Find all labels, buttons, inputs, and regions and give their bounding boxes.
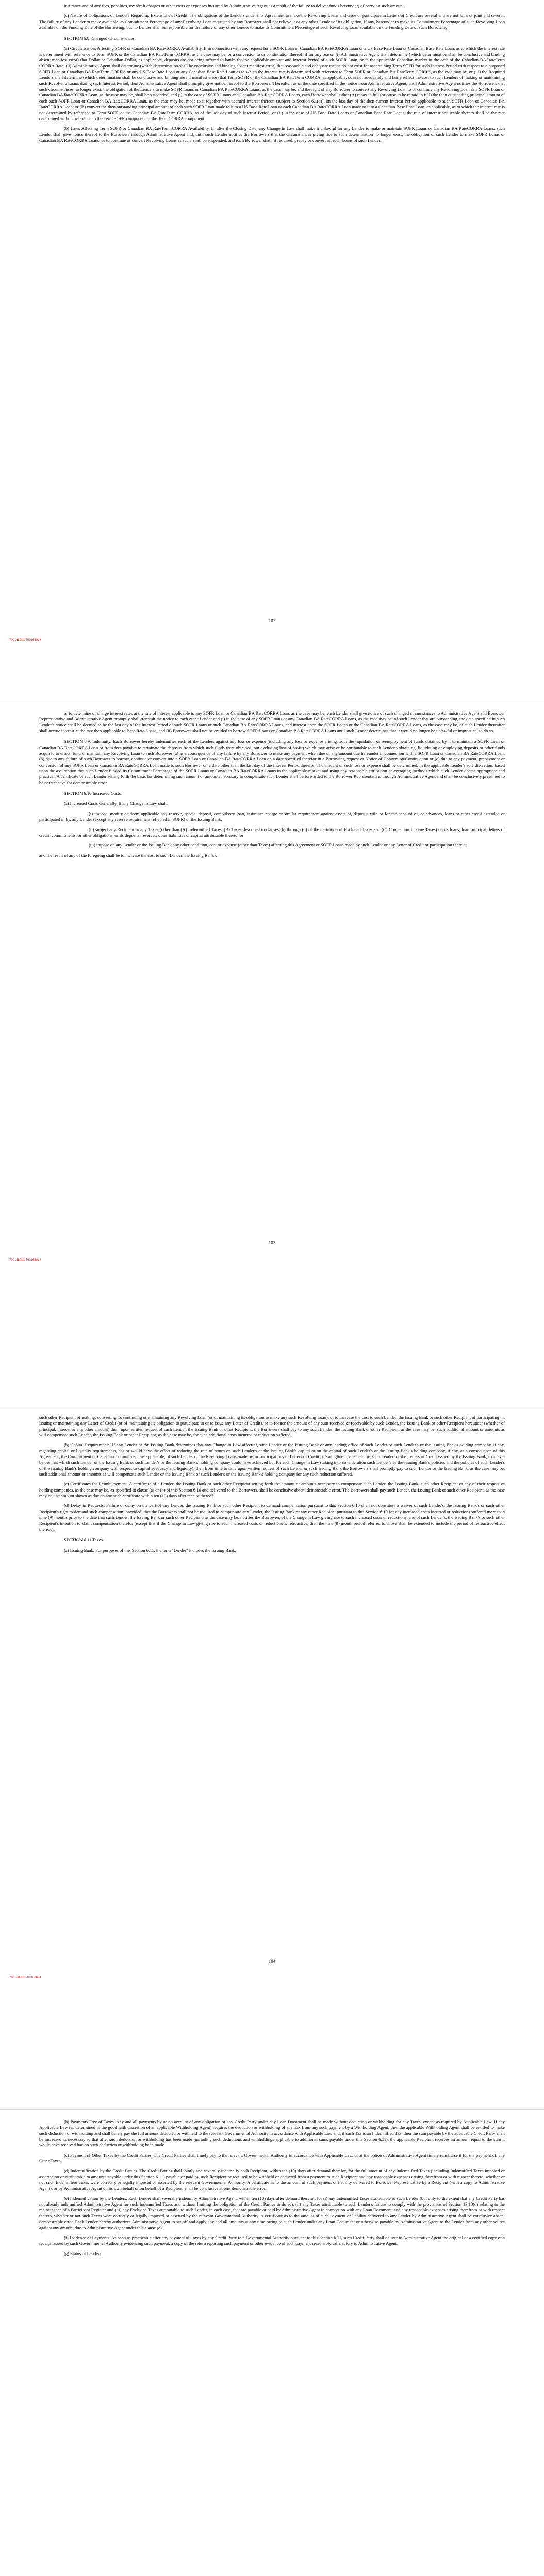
paragraph: (b) Capital Requirements. If any Lender or the Issuing Bank determines that any Change in Law affecting such Lender or the Issuing Bank or any lending office of such Lender or such Lender's or the Issuing Bank's holding company, if any, regarding capital or liquidity requirements, has or would have the effect of reducing the rate of return on such Lender's or the Issuing Bank's capital or on the capital of such Lender's or the Issuing Bank's holding company, if any, as a consequence of this Agreement, the Commitment or Canadian Commitment, as applicable, of such Lender or the Revolving Loans made by, or participations in Letters of Credit or Swingline Loans held by, such Lender, or the Letters of Credit issued by the Issuing Bank, to a level below that which such Lender or the Issuing Bank or such Lender's or the Issuing Bank's holding company could have achieved but for such Change in Law (taking into consideration such Lender's or the Issuing Bank's policies and the policies of such Lender's or the Issuing Bank's holding company with respect to capital adequacy and liquidity), then from time to time upon written request of such Lender or such Issuing Bank the Borrowers shall promptly pay to such Lender or the Issuing Bank, as the case may be, such additional amount or amounts as will compensate such Lender or the Issuing Bank or such Lender's or the Issuing Bank's holding company for any such reduction suffered.	[39, 1442, 505, 1477]
paragraph: (c) Payment of Other Taxes by the Credit Parties. The Credit Parties shall timely pay to the relevant Governmental Authority in accordance with Applicable Law, or at the option of Administrative Agent timely reimburse it for the payment of, any Other Taxes.	[39, 2152, 505, 2164]
section-heading: SECTION 6.8. Changed Circumstances.	[64, 36, 136, 41]
section-heading: SECTION 6.10 Increased Costs.	[64, 791, 122, 796]
paragraph: (iii) impose on any Lender or the Issuing Bank any other condition, cost or expense (other than Taxes) affecting this Agreement or SOFR Loans made by such Lender or any Letter of Credit or participation therein;	[89, 842, 467, 848]
paragraph: insurance and of any fees, penalties, overdraft charges or other costs or expenses incurred by Administrative Agent as a result of the failure to deliver funds hereunder) of carrying such amount.	[64, 3, 405, 8]
page-103	[0, 703, 544, 1406]
paragraph: (ii) subject any Recipient to any Taxes (other than (A) Indemnified Taxes, (B) Taxes described in clauses (b) through (d) of the definition of Excluded Taxes and (C) Connection Income Taxes) on its loans, loan principal, letters of credit, commitments, or other obligations, or its deposits, reserves, other liabilities or capital attributable thereto; or	[39, 826, 505, 838]
paragraph: (a) Increased Costs Generally. If any Change in Law shall:	[64, 801, 168, 806]
paragraph: (c) Certificates for Reimbursement. A certificate of a Lender, the Issuing Bank or such other Recipient setting forth the amount or amounts necessary to compensate such Lender, the Issuing Bank, such other Recipient or any of their respective holding companies, as the case may be, as specified in clause (a) or (b) of this Section 6.10 and delivered to the Borrowers, shall be conclusive absent demonstrable error. The Borrowers shall pay such Lender, the Issuing Bank or such other Recipient, as the case may be, the amount shown as due on any such certificate within ten (10) days after receipt thereof.	[39, 1481, 505, 1499]
paragraph: (c) Nature of Obligations of Lenders Regarding Extensions of Credit. The obligations of the Lenders under this Agreement to make the Revolving Loans and issue or participate in Letters of Credit are several and are not joint or joint and several. The failure of any Lender to make available its Commitment Percentage of any Revolving Loan requested by any Borrower shall not relieve it or any other Lender of its obligation, if any, hereunder to make its Commitment Percentage of such Revolving Loan available on the Funding Date of the Borrowing, but no Lender shall be responsible for the failure of any other Lender to make its Commitment Percentage of such Revolving Loan available on the Funding Date of such Borrowing.	[39, 13, 505, 30]
paragraph: (d) Indemnification by the Credit Parties. The Credit Parties shall jointly and severally indemnify each Recipient, within ten (10) days after demand therefor, for the full amount of any Indemnified Taxes (including Indemnified Taxes imposed or asserted on or attributable to amounts payable under this Section 6.11) payable or paid by such Recipient or required to be withheld or deducted from a payment to such Recipient and any reasonable expenses arising therefrom or with respect thereto, whether or not such Indemnified Taxes were correctly or legally imposed or asserted by the relevant Governmental Authority. A certificate as to the amount of such payment or liability delivered to Borrower Representative by a Recipient (with a copy to Administrative Agent), or by Administrative Agent on its own behalf or on behalf of a Recipient, shall be conclusive absent demonstrable error.	[39, 2168, 505, 2191]
footer-doc-id: 7001680L1 7001680L4	[9, 639, 41, 642]
page-105	[0, 2110, 544, 2576]
footer-doc-id: 7001680L1 7001680L4	[9, 1976, 41, 1979]
paragraph: (a) Issuing Bank. For purposes of this Section 6.11, the term "Lender" includes the Issuing Bank.	[64, 1547, 236, 1553]
page-102	[0, 0, 544, 703]
paragraph: and the result of any of the foregoing shall be to increase the cost to such Lender, the Issuing Bank or	[39, 852, 219, 858]
paragraph: (i) impose, modify or deem applicable any reserve, special deposit, compulsory loan, insurance charge or similar requirement against assets of, deposits with or for the account of, or advances, loans or other credit extended or participated in by, any Lender (except any reserve requirement reflected in SOFR) or the Issuing Bank;	[39, 810, 505, 822]
paragraph: (d) Delay in Requests. Failure or delay on the part of any Lender, the Issuing Bank or such other Recipient to demand compensation pursuant to this Section 6.10 shall not constitute a waiver of such Lender's, the Issuing Bank's or such other Recipient's right to demand such compensation; provided, that the Borrowers shall not be required to compensate any Lender, the Issuing Bank or any other Recipient pursuant to this Section 6.10 for any increased costs incurred or reductions suffered more than nine (9) months prior to the date that such Lender, the Issuing Bank or such other Recipient, as the case may be, notifies the Borrowers of the Change in Law giving rise to such increased costs or reductions, and of such Lender's, the Issuing Bank's or such other Recipient's intention to claim compensation therefor (except that if the Change in Law giving rise to such increased costs or reductions is retroactive, then the nine (9) month period referred to above shall be extended to include the period of retroactive effect thereof).	[39, 1503, 505, 1532]
page-number: 104	[268, 1959, 276, 1964]
page-105-body	[39, 2119, 505, 2261]
page-number: 102	[268, 618, 276, 623]
page-102-body	[39, 3, 505, 147]
page-number: 103	[268, 1240, 276, 1245]
paragraph: (e) Indemnification by the Lenders. Each Lender shall severally indemnify Administrative Agent, within ten (10) days after demand therefor, for (i) any Indemnified Taxes attributable to such Lender (but only to the extent that any Credit Party has not already indemnified Administrative Agent for such Indemnified Taxes and without limiting the obligation of the Credit Parties to do so), (ii) any Taxes attributable to such Lender's failure to comply with the provisions of Section 13.10(d) relating to the maintenance of a Participant Register and (iii) any Excluded Taxes attributable to such Lender, in each case, that are payable or paid by Administrative Agent in connection with any Loan Document, and any reasonable expenses arising therefrom or with respect thereto, whether or not such Taxes were correctly or legally imposed or asserted by the relevant Governmental Authority. A certificate as to the amount of such payment or liability delivered to any Lender by Administrative Agent shall be conclusive absent demonstrable error. Each Lender hereby authorizes Administrative Agent to set off and apply any and all amounts at any time owing to such Lender under any Loan Document or otherwise payable by Administrative Agent to the Lender from any other source against any amount due to Administrative Agent under this clause (e).	[39, 2195, 505, 2230]
paragraph: (g) Status of Lenders.	[64, 2250, 103, 2256]
paragraph: such other Recipient of making, converting to, continuing or maintaining any Revolving Loan (or of maintaining its obligation to make any such Revolving Loan), or to increase the cost to such Lender, the Issuing Bank or such other Recipient of participating in, issuing or maintaining any Letter of Credit (or of maintaining its obligation to participate in or to issue any Letter of Credit), or to reduce the amount of any sum received or receivable by such Lender, the Issuing Bank or other Recipient hereunder (whether of principal, interest or any other amount) then, upon written request of such Lender, the Issuing Bank or other Recipient, the Borrowers shall pay to any such Lender, the Issuing Bank or other Recipient, as the case may be, such additional amount or amounts as will compensate such Lender, the Issuing Bank or other Recipient, as the case may be, for such additional costs incurred or reduction suffered.	[39, 1415, 505, 1438]
paragraph: (a) Circumstances Affecting SOFR or Canadian BA RateCORRA Availability. If in connection with any request for a SOFR Loan or Canadian BA RateCORRA Loan or a US Base Rate Loan or Canadian Base Rate Loan, as to which the interest rate is determined with reference to Term SOFR or the Canadian BA RateTerm CORRA, as the case may be, or a conversion to or continuation thereof, if for any reason (i) Administrative Agent shall determine (which determination shall be conclusive and binding absent manifest error) that Dollar or Canadian Dollar, as applicable, deposits are not being offered to banks for the applicable amount and Interest Period of such SOFR Loan, or in the applicable Canadian market in the case of the Canadian BA RateTerm CORRA Rate, (ii) Administrative Agent shall determine (which determination shall be conclusive and binding absent manifest error) that reasonable and adequate means do not exist for ascertaining Term SOFR for such Interest Period with respect to a proposed SOFR Loan or Canadian BA RateTerm CORRA or any US Base Rate Loan or any Canadian Base Rate Loan as to which the interest rate is determined with reference to Term SOFR or Canadian BA RateTerm CORRA, as the case may be, or (iii) the Required Lenders shall determine (which determination shall be conclusive and binding absent manifest error) that Term SOFR or the Canadian BA RateTerm CORRA, as applicable, does not adequately and fairly reflect the cost to such Lenders of making or maintaining such Revolving Loans during such Interest Period, then Administrative Agent shall promptly give notice thereof to the Borrowers. Thereafter, as of the date specified in the notice from Administrative Agent, until Administrative Agent notifies the Borrowers that such circumstances no longer exist, the obligation of the Lenders to make SOFR Loans or Canadian BA RateCORRA Loans, as the case may be, and the right of any Borrower to convert any Revolving Loan to or continue any Revolving Loan as a SOFR Loan or Canadian BA RateCORRA Loan, as the case may be, shall be suspended, and (i) in the case of SOFR Loans and Canadian BA RateCORRA Loans, each Borrower shall either (A) repay in full (or cause to be repaid in full) the then outstanding principal amount of each such SOFR Loan or Canadian BA RateCORRA Loan, as the case may be, made to it together with accrued interest thereon (subject to Section 6.1(d)), on the last day of the then current Interest Period applicable to such SOFR Loan or Canadian BA RateCORRA Loan; or (B) convert the then outstanding principal amount of each such SOFR Loan made to it to a US Base Rate Loan or each Canadian BA RateCORRA Loan made to it to a Canadian Base Rate Loan, as applicable, as to which the interest rate is not determined by reference to Term SOFR or the Canadian BA RateTerm CORRA, as of the last day of such Interest Period; or (ii) in the case of US Base Rate Loans or Canadian Base Rate Loans, the rate of interest applicable thereto shall be the rate determined without reference to the Term SOFR component or the Term CORRA component.	[39, 45, 505, 121]
paragraph: (f) Evidence of Payments. As soon as practicable after any payment of Taxes by any Credit Party to a Governmental Authority pursuant to this Section 6.11, such Credit Party shall deliver to Administrative Agent the original or a certified copy of a receipt issued by such Governmental Authority evidencing such payment, a copy of the return reporting such payment or other evidence of such payment reasonably satisfactory to Administrative Agent.	[39, 2234, 505, 2246]
paragraph: or to determine or charge interest rates at the rate of interest applicable to any SOFR Loan or Canadian BA RateCORRA Loan, as the case may be, such Lender shall give notice of such changed circumstances to Administrative Agent and Borrower Representative and Administrative Agent promptly shall transmit the notice to each other Lender and (i) in the case of any SOFR Loans or any Canadian BA RateCORRA Loans, as the case may be, of such Lender that are outstanding, the date specified in such Lender's notice shall be deemed to be the last day of the Interest Period of such SOFR Loans or such Canadian BA RateCORRA Loans, and interest upon the SOFR Loans or the Canadian BA RateCORRA Loans, as the case may be, of such Lender thereafter shall accrue interest at the rate then applicable to Base Rate Loans, and (ii) Borrowers shall not be entitled to borrow SOFR Loans or Canadian BA RateCORRA Loans until such Lender determines that it would no longer be unlawful or impractical to do so.	[39, 710, 505, 734]
paragraph: SECTION 6.9. Indemnity. Each Borrower hereby indemnifies each of the Lenders against any loss or expense (including any loss or expense arising from the liquidation or reemployment of funds obtained by it to maintain a SOFR Loan or Canadian BA RateCORRA Loan or from fees payable to terminate the deposits from which such funds were obtained, but excluding loss of profit) which may arise or be attributable to each Lender's obtaining, liquidating or employing deposits or other funds acquired to effect, fund or maintain any Revolving Loan to such Borrower (a) as a consequence of any failure by any Borrower to make any payment when due of any amount due hereunder in connection with a SOFR Loan or Canadian BA RateCORRA Loan, (b) due to any failure of such Borrower to borrow, continue or convert into a SOFR Loan or Canadian BA RateCORRA Loan on a date specified therefor in a Borrowing request or Notice of Conversion/Continuation or (c) due to any payment, prepayment or conversion of any SOFR Loan or Canadian BA RateCORRA Loan made to such Borrower on a date other than the last day of the Interest Period therefor. The amount of such loss or expense shall be determined, in the applicable Lender's sole discretion, based upon the assumption that such Lender funded its Commitment Percentage of the SOFR Loans or Canadian BA RateCORRA Loans in the applicable market and using any reasonable attribution or averaging methods which such Lender deems appropriate and practical. A certificate of such Lender setting forth the basis for determining such amount or amounts necessary to compensate such Lender shall be forwarded to the Borrower Representative, through Administrative Agent and shall be conclusively presumed to be correct save for demonstrable error.	[39, 739, 505, 785]
page-104-body	[39, 1415, 505, 1557]
page-104	[0, 1406, 544, 2110]
footer-doc-id: 7001680L1 7001680L4	[9, 1259, 41, 1262]
page-103-body	[39, 710, 505, 862]
paragraph: (b) Laws Affecting Term SOFR or Canadian BA RateTerm CORRA Availability. If, after the Closing Date, any Change in Law shall make it unlawful for any Lender to make or maintain SOFR Loans or Canadian BA RateCORRA Loans, such Lender shall give notice thereof to the Borrowers through Administrative Agent and, until such Lender notifies the Borrowers that the circumstances giving rise to such determination no longer exist, the obligation of such Lender to make SOFR Loans or Canadian BA RateCORRA Loans, or to continue or convert Revolving Loans as such, shall be suspended, and each Borrower shall, if required, prepay or convert all such Loans of such Lender.	[39, 126, 505, 143]
paragraph: (b) Payments Free of Taxes. Any and all payments by or on account of any obligation of any Credit Party under any Loan Document shall be made without deduction or withholding for any Taxes, except as required by Applicable Law. If any Applicable Law (as determined in the good faith discretion of an applicable Withholding Agent) requires the deduction or withholding of any Tax from any such payment by a Withholding Agent, then the applicable Withholding Agent shall be entitled to make such deduction or withholding and shall timely pay the full amount deducted or withheld to the relevant Governmental Authority in accordance with Applicable Law and, if such Tax is an Indemnified Tax, then the sum payable by the applicable Credit Party shall be increased as necessary so that after such deduction or withholding has been made (including such deductions and withholdings applicable to additional sums payable under this Section 6.11), the applicable Recipient receives an amount equal to the sum it would have received had no such deduction or withholding been made.	[39, 2119, 505, 2148]
section-heading: SECTION 6.11 Taxes.	[64, 1537, 104, 1543]
